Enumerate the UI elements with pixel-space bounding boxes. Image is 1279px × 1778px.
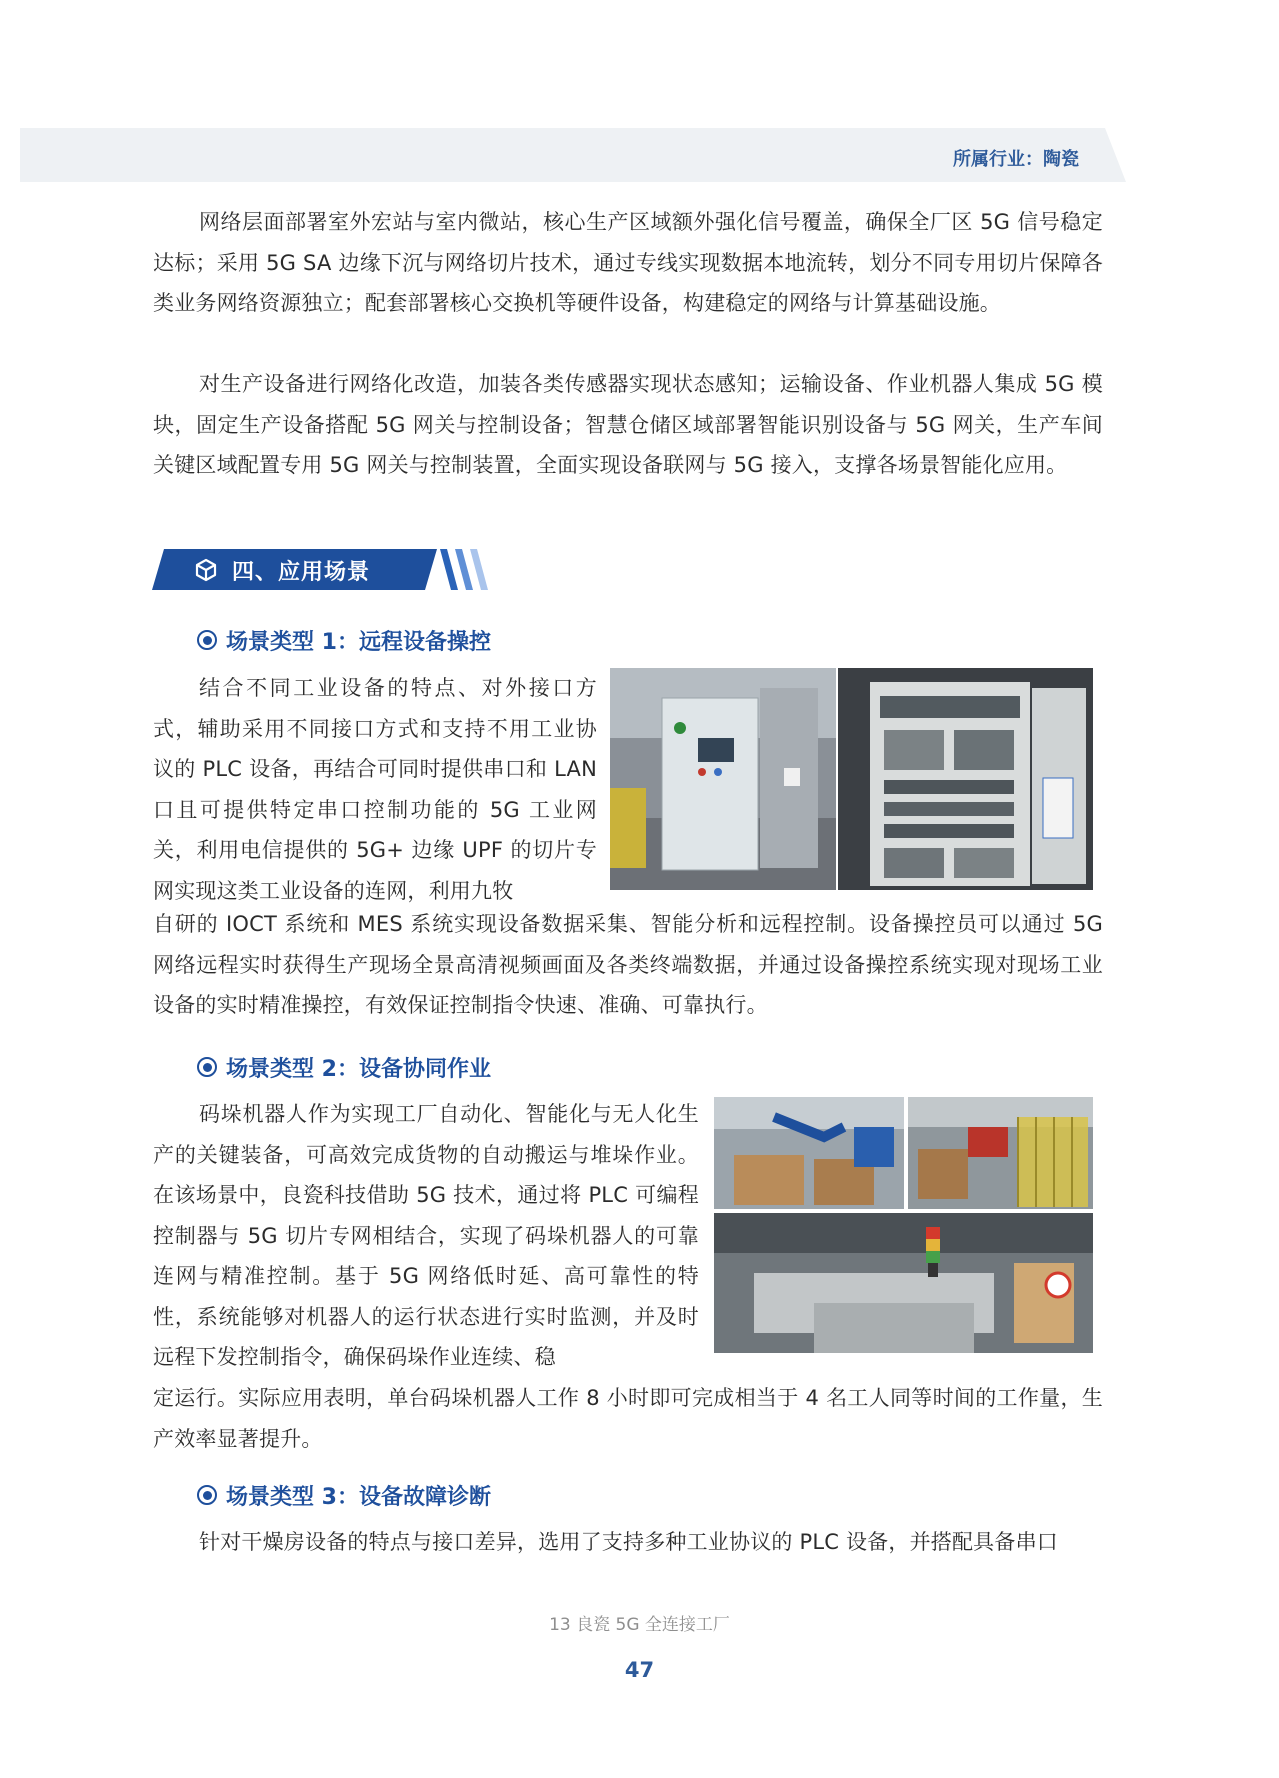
scene-heading-3: [197, 1480, 491, 1510]
scene-2-text-beside-image: 码垛机器人作为实现工厂自动化、智能化与无人化生产的关键装备，可高效完成货物的自动搬运与堆垛作业。在该场景中，良瓷科技借助 5G 技术，通过将 PLC 可编程控制器与 5G 切片专网相结合，实现了码垛机器人的可靠连网与精准控制。基于 5G 网络低时延、高可靠性的特性，系统能够对机器人的运行状态进行实时监测，并及时远程下发控制指令，确保码垛作业连续、稳: [153, 1102, 699, 1369]
palletizing-robot-photo: [714, 1097, 904, 1209]
scene-3-text: 针对干燥房设备的特点与接口差异，选用了支持多种工业协议的 PLC 设备，并搭配具备串口: [199, 1530, 1058, 1554]
banner-stripe: [470, 549, 488, 590]
production-line-photo: [714, 1213, 1093, 1353]
intro-paragraph-2: 对生产设备进行网络化改造，加装各类传感器实现状态感知；运输设备、作业机器人集成 5G 模块，固定生产设备搭配 5G 网关与控制设备；智慧仓储区域部署智能识别设备与 5G 网关，生产车间关键区域配置专用 5G 网关与控制装置，全面实现设备联网与 5G 接入，支撑各场景智能化应用。: [153, 372, 1103, 477]
intro-paragraph-1: 网络层面部署室外宏站与室内微站，核心生产区域额外强化信号覆盖，确保全厂区 5G 信号稳定达标；采用 5G SA 边缘下沉与网络切片技术，通过专线实现数据本地流转，划分不同专用切片保障各类业务网络资源独立；配套部署核心交换机等硬件设备，构建稳定的网络与计算基础设施。: [153, 210, 1103, 315]
section-title: 四、应用场景: [232, 559, 371, 585]
radio-dot-icon: [197, 1057, 217, 1077]
cube-icon: [194, 558, 218, 582]
banner-stripe: [440, 549, 458, 590]
scene-heading-2: [197, 1052, 491, 1082]
banner-stripe: [455, 549, 473, 590]
section-banner: [152, 549, 492, 590]
page-number: 47: [624, 1658, 655, 1682]
scene-2-text-below-image: 定运行。实际应用表明，单台码垛机器人工作 8 小时即可完成相当于 4 名工人同等时间的工作量，生产效率显著提升。: [153, 1386, 1103, 1451]
radio-dot-icon: [197, 1485, 217, 1505]
robot-cell-fence-photo: [908, 1097, 1093, 1209]
scene-1-text-beside-image: 结合不同工业设备的特点、对外接口方式，辅助采用不同接口方式和支持不用工业协议的 PLC 设备，再结合可同时提供串口和 LAN 口且可提供特定串口控制功能的 5G 工业网关，利用电信提供的 5G+ 边缘 UPF 的切片专网实现这类工业设备的连网，利用九牧: [153, 676, 597, 903]
industry-label: 所属行业：陶瓷: [953, 149, 1079, 170]
scene-1-text-below-image: 自研的 IOCT 系统和 MES 系统实现设备数据采集、智能分析和远程控制。设备操控员可以通过 5G 网络远程实时获得生产现场全景高清视频画面及各类终端数据，并通过设备操控系统实现对现场工业设备的实时精准操控，有效保证控制指令快速、准确、可靠执行。: [153, 912, 1103, 1017]
scene-title-1: 场景类型 1：远程设备操控: [226, 629, 491, 655]
scene-title-3: 场景类型 3：设备故障诊断: [226, 1484, 491, 1510]
footer-caption: 13 良瓷 5G 全连接工厂: [549, 1615, 730, 1635]
control-cabinet-photo: [610, 668, 836, 890]
open-cabinet-wiring-photo: [838, 668, 1093, 890]
radio-dot-icon: [197, 630, 217, 650]
scene-heading-1: [197, 625, 491, 655]
scene-title-2: 场景类型 2：设备协同作业: [226, 1056, 491, 1082]
